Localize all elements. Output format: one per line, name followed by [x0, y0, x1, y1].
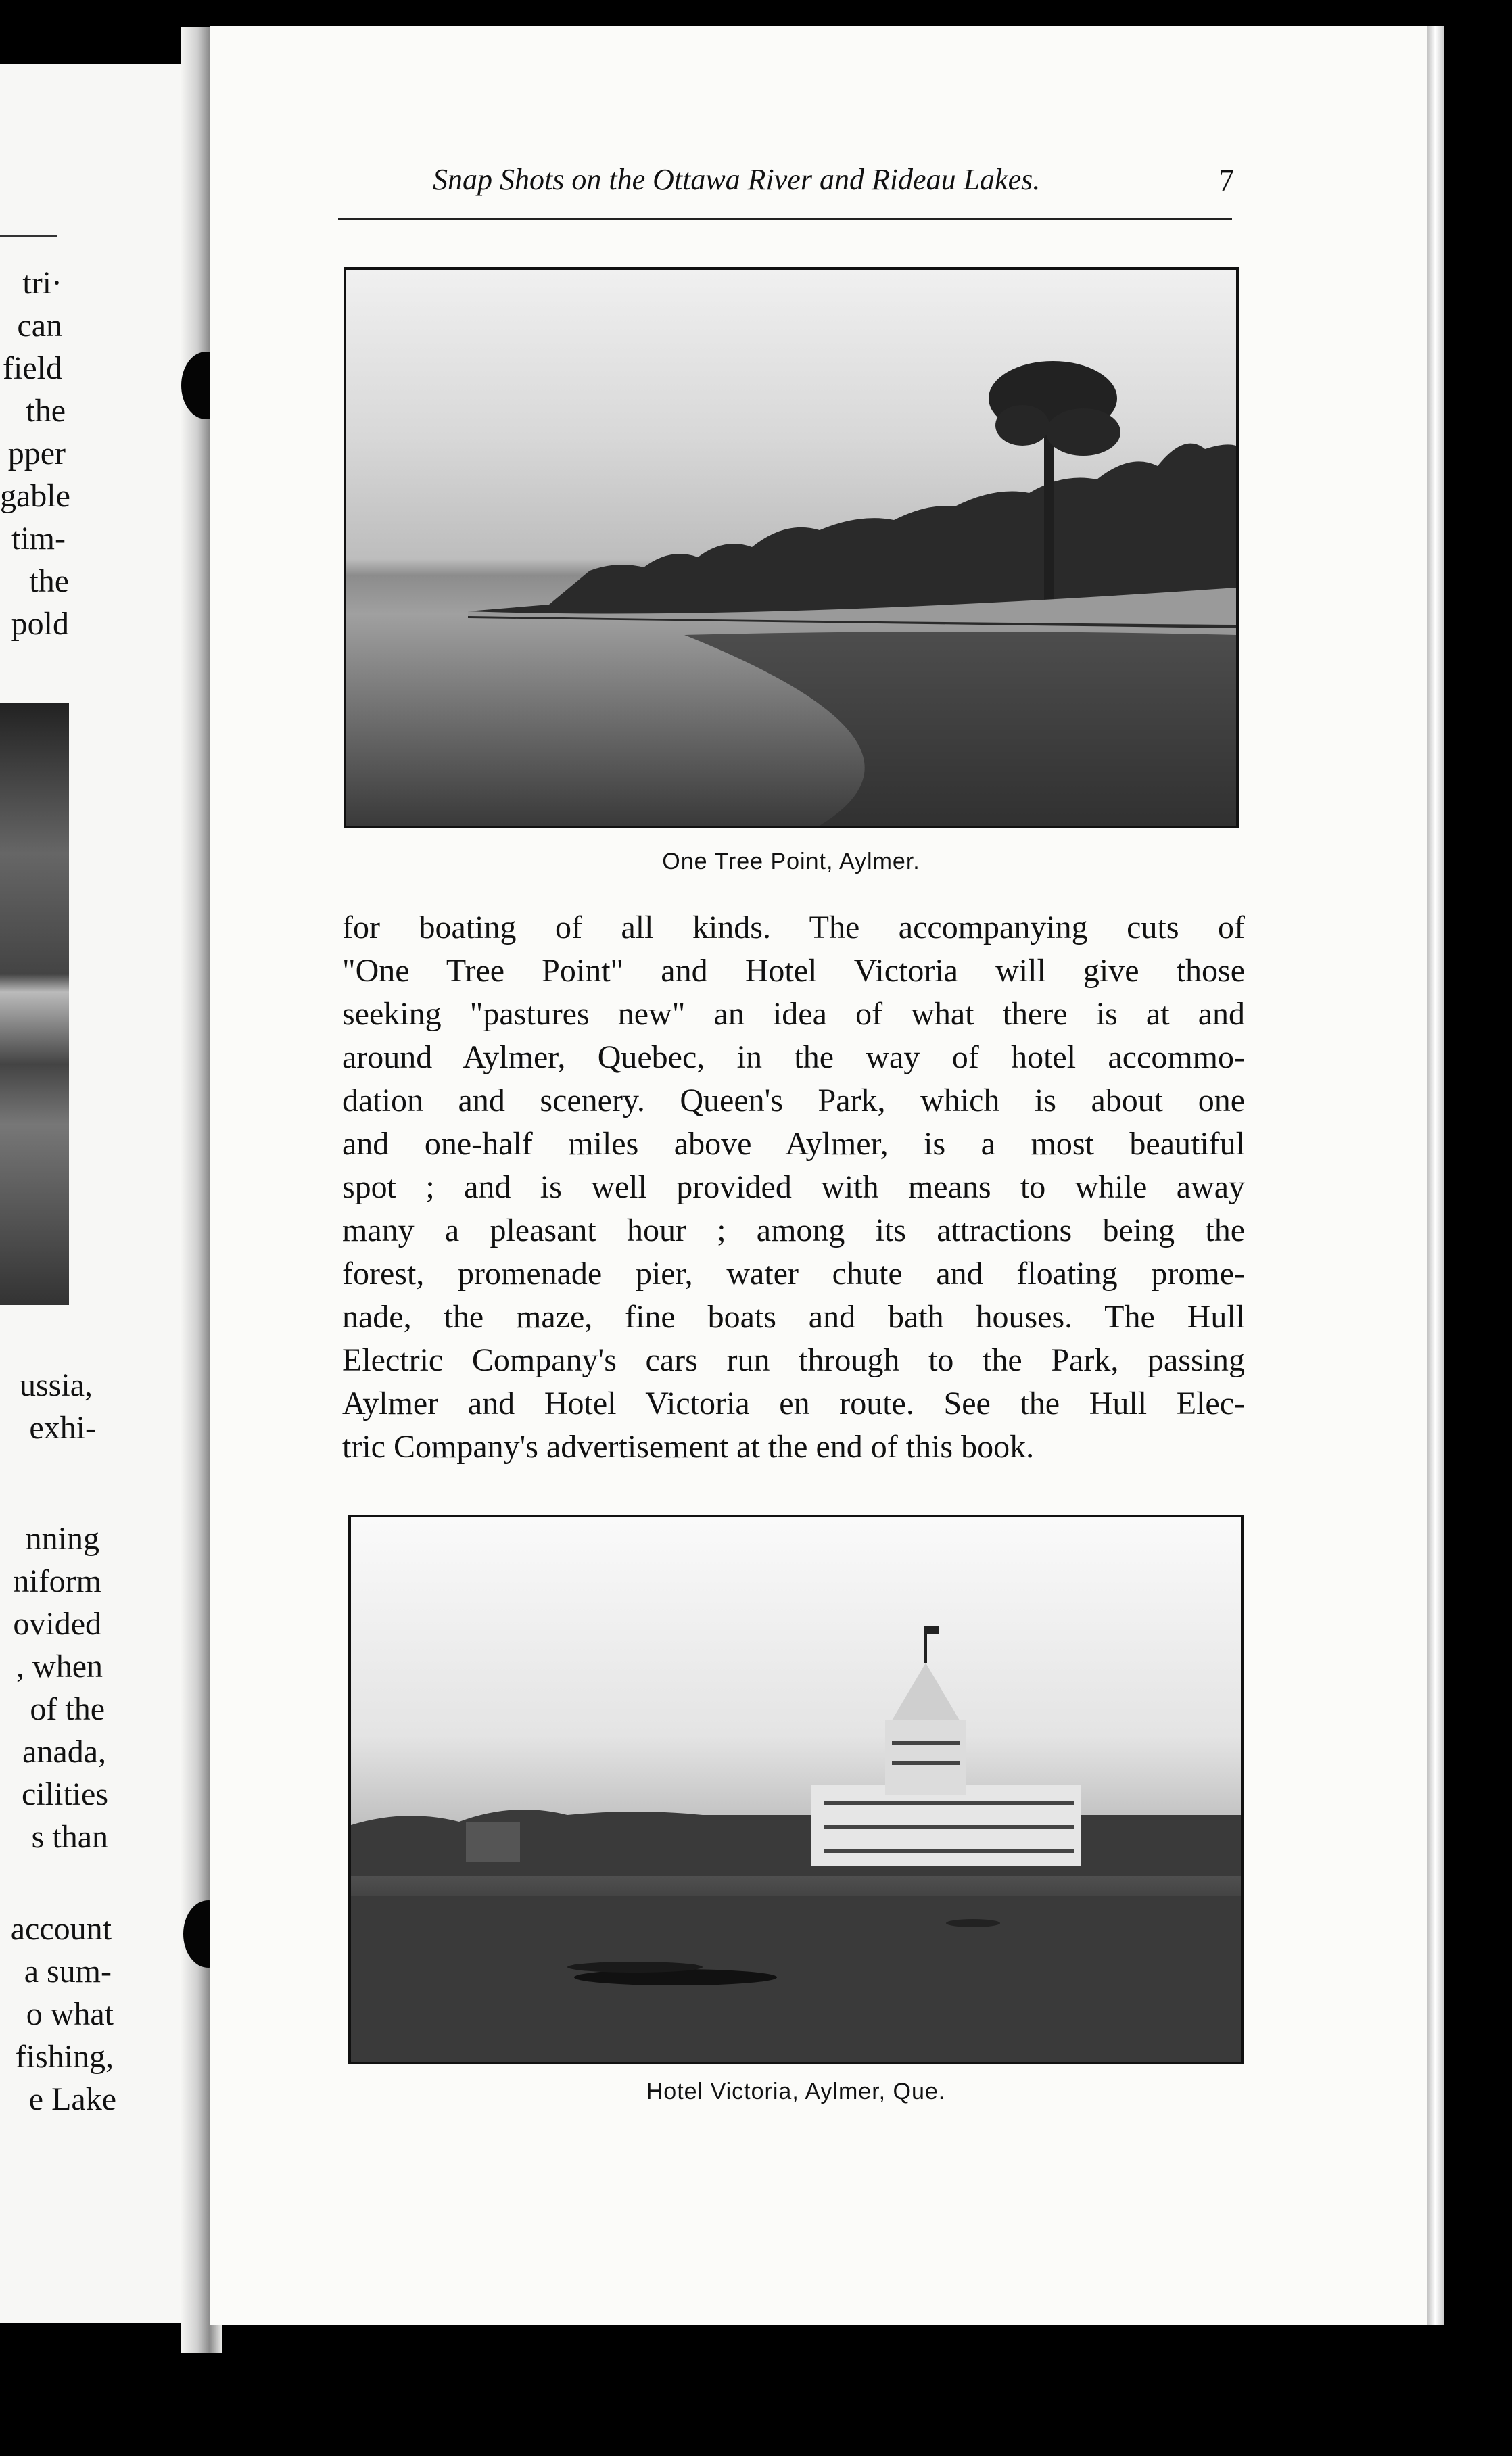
- left-page-line: cilities: [22, 1776, 108, 1812]
- left-page-line: pold: [11, 606, 69, 642]
- left-page-line: e Lake: [28, 2081, 116, 2117]
- left-page-line: , when: [16, 1649, 103, 1684]
- left-page-line: a sum-: [24, 1954, 112, 1989]
- left-page-line: field: [3, 350, 62, 386]
- left-page-line: the: [26, 393, 66, 429]
- body-line: nade, the maze, fine boats and bath houses. The Hull: [342, 1299, 1245, 1335]
- one-tree-point-photo: [344, 267, 1239, 828]
- one-tree-point-illustration: [346, 270, 1236, 826]
- body-line: dation and scenery. Queen's Park, which is about one: [342, 1083, 1245, 1118]
- left-page-line: of the: [30, 1691, 105, 1727]
- left-page-line: the: [29, 563, 69, 599]
- left-page-line: anada,: [22, 1734, 106, 1770]
- body-line: and one-half miles above Aylmer, is a most beautiful: [342, 1126, 1245, 1162]
- body-line: spot ; and is well provided with means to while away: [342, 1169, 1245, 1205]
- page-number: 7: [1219, 163, 1234, 197]
- left-page-line: s than: [31, 1819, 108, 1855]
- left-page-line: fishing,: [15, 2039, 114, 2075]
- left-page-line: ovided: [13, 1606, 101, 1642]
- left-page-line: can: [17, 308, 62, 344]
- left-page-line: exhi-: [29, 1410, 96, 1446]
- body-line: for boating of all kinds. The accompanying cuts of: [342, 910, 1245, 945]
- left-page-line: niform: [13, 1563, 101, 1599]
- left-page-line: tim-: [11, 521, 66, 557]
- body-line: seeking "pastures new" an idea of what there is at and: [342, 996, 1245, 1032]
- left-page-line: nning: [25, 1521, 99, 1557]
- running-header: Snap Shots on the Ottawa River and Rideau Lakes.: [433, 163, 1041, 196]
- body-line: forest, promenade pier, water chute and floating prome-: [342, 1256, 1245, 1292]
- header-rule: [338, 218, 1232, 220]
- body-line: around Aylmer, Quebec, in the way of hotel accommo-: [342, 1039, 1245, 1075]
- left-page-line: pper: [7, 435, 66, 471]
- body-line: many a pleasant hour ; among its attractions being the: [342, 1212, 1245, 1248]
- photo2-caption: Hotel Victoria, Aylmer, Que.: [646, 2079, 946, 2104]
- body-line: Electric Company's cars run through to the Park, passing: [342, 1342, 1245, 1378]
- left-page-photo: [0, 703, 69, 1305]
- photo1-caption: One Tree Point, Aylmer.: [662, 849, 920, 874]
- body-text: [342, 906, 1245, 1469]
- hotel-victoria-illustration: [351, 1517, 1241, 2062]
- left-page-line: ussia,: [20, 1367, 93, 1403]
- left-page-line: o what: [26, 1996, 114, 2032]
- left-page-line: account: [10, 1911, 112, 1947]
- left-page-rule: [0, 235, 57, 237]
- page-edge: [1427, 26, 1444, 2325]
- left-page-line: tri·: [22, 265, 62, 301]
- body-line: "One Tree Point" and Hotel Victoria will give those: [342, 953, 1245, 989]
- left-page-line: gable: [0, 478, 70, 514]
- body-line: tric Company's advertisement at the end of this book.: [342, 1429, 1035, 1465]
- body-line: Aylmer and Hotel Victoria en route. See the Hull Elec-: [342, 1386, 1245, 1421]
- hotel-victoria-photo: [348, 1515, 1244, 2064]
